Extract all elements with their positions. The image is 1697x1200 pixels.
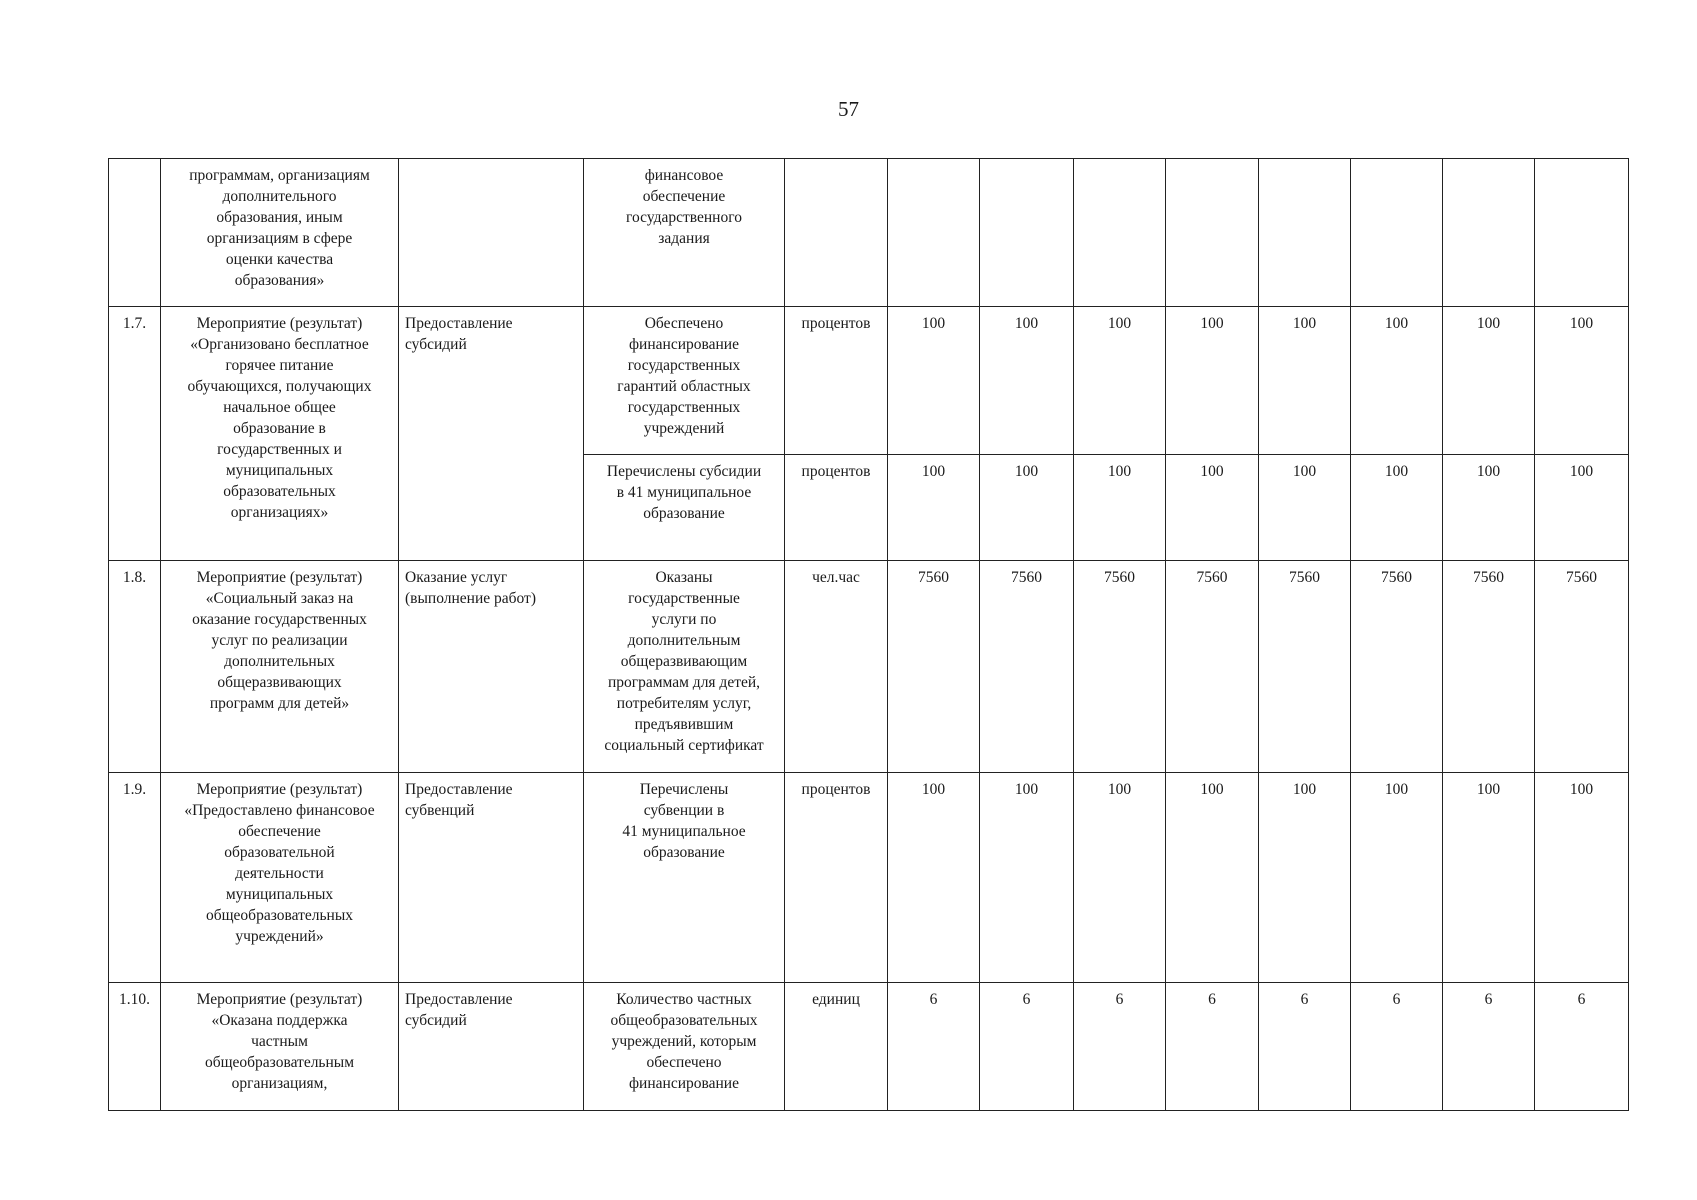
measure-name-line: образования, иным [216, 209, 343, 226]
measure-name-line: дополнительного [222, 188, 337, 205]
result-description-line: государственные [628, 590, 740, 607]
value-cell-4: 100 [1166, 773, 1259, 983]
result-description-line: финансовое [644, 167, 724, 184]
result-description-line: Оказаны [655, 569, 713, 586]
value-cell-3: 100 [1074, 455, 1166, 561]
value-cell-8: 100 [1535, 773, 1629, 983]
result-description-line: государственных [627, 399, 741, 416]
unit-of-measure: единиц [785, 983, 888, 1111]
table-row [109, 561, 1629, 773]
value-cell-8: 100 [1535, 455, 1629, 561]
value-cell-1: 100 [888, 455, 980, 561]
result-description-line: Перечислены [639, 781, 729, 798]
unit-of-measure: процентов [785, 455, 888, 561]
result-description-line: финансирование [629, 1075, 739, 1092]
value-cell-8: 7560 [1535, 561, 1629, 773]
value-cell-7: 100 [1443, 455, 1535, 561]
result-description-line: государственного [626, 209, 742, 226]
measure-name-line: «Предоставлено финансовое [184, 802, 375, 819]
value-cell-6: 7560 [1351, 561, 1443, 773]
measure-name-line: обучающихся, получающих [187, 378, 372, 395]
value-cell-5: 100 [1259, 773, 1351, 983]
result-description-line: учреждений, которым [611, 1033, 757, 1050]
value-cell-5: 100 [1259, 455, 1351, 561]
result-description [584, 307, 785, 455]
value-cell-3: 100 [1074, 307, 1166, 455]
measure-name-line: Мероприятие (результат) [196, 569, 363, 586]
measure-type-line: субсидий [405, 336, 467, 353]
measure-name-line: Мероприятие (результат) [196, 315, 363, 332]
measure-name-line: организациям в сфере [206, 230, 353, 247]
value-cell-1: 6 [888, 983, 980, 1111]
value-cell-7 [1443, 159, 1535, 307]
measure-name-line: организациях» [230, 504, 329, 521]
measure-type [399, 307, 584, 561]
result-description-line: дополнительным [627, 632, 741, 649]
result-description-line: финансирование [629, 336, 739, 353]
measure-name [161, 307, 399, 561]
result-description-line: образование [643, 844, 725, 861]
result-description-line: государственных [627, 357, 741, 374]
unit-of-measure: чел.час [785, 561, 888, 773]
measure-name [161, 773, 399, 983]
result-description-line: обеспечено [646, 1054, 722, 1071]
value-cell-7: 100 [1443, 307, 1535, 455]
measure-name-line: общеобразовательным [204, 1054, 355, 1071]
value-cell-3: 6 [1074, 983, 1166, 1111]
measure-name-line: организациям, [231, 1075, 328, 1092]
measure-type [399, 159, 584, 307]
result-description-line: программам для детей, [607, 674, 761, 691]
unit-of-measure: процентов [785, 307, 888, 455]
result-description-line: общеобразовательных [610, 1012, 758, 1029]
measure-name [161, 159, 399, 307]
measure-name-line: программ для детей» [209, 695, 350, 712]
result-description-line: учреждений [643, 420, 725, 437]
page-number: 57 [838, 97, 859, 121]
table-row [109, 773, 1629, 983]
value-cell-2: 100 [980, 307, 1074, 455]
unit-of-measure: процентов [785, 773, 888, 983]
measure-name-line: программам, организациям [189, 167, 370, 184]
result-description-line: в 41 муниципальное [616, 484, 752, 501]
measure-name-line: образовательной [224, 844, 335, 861]
value-cell-5 [1259, 159, 1351, 307]
measure-name-line: образования» [234, 272, 325, 289]
result-description-line: потребителям услуг, [616, 695, 752, 712]
value-cell-6: 100 [1351, 773, 1443, 983]
measure-name-line: «Организовано бесплатное [190, 336, 369, 353]
value-cell-1 [888, 159, 980, 307]
result-description-line: задания [658, 230, 710, 247]
value-cell-2: 6 [980, 983, 1074, 1111]
unit-of-measure [785, 159, 888, 307]
value-cell-1: 7560 [888, 561, 980, 773]
result-description-line: субвенции в [643, 802, 725, 819]
value-cell-4 [1166, 159, 1259, 307]
measure-name-line: оказание государственных [192, 611, 367, 628]
value-cell-5: 100 [1259, 307, 1351, 455]
result-description-line: Обеспечено [644, 315, 724, 332]
measure-name-line: услуг по реализации [211, 632, 348, 649]
row-number: 1.10. [109, 983, 161, 1111]
result-description [584, 983, 785, 1111]
result-description-line: 41 муниципальное [622, 823, 746, 840]
measure-name-line: государственных и [217, 441, 342, 458]
value-cell-3 [1074, 159, 1166, 307]
measure-type-line: субсидий [405, 1012, 467, 1029]
value-cell-1: 100 [888, 773, 980, 983]
value-cell-6: 100 [1351, 307, 1443, 455]
value-cell-4: 7560 [1166, 561, 1259, 773]
value-cell-1: 100 [888, 307, 980, 455]
measure-type-line: (выполнение работ) [405, 590, 536, 607]
measure-name-line: оценки качества [225, 251, 334, 268]
result-description-line: гарантий областных [617, 378, 751, 395]
result-description-line: предъявившим [634, 716, 734, 733]
value-cell-8: 6 [1535, 983, 1629, 1111]
measure-name [161, 983, 399, 1111]
row-number: 1.7. [109, 307, 161, 561]
value-cell-3: 100 [1074, 773, 1166, 983]
value-cell-6 [1351, 159, 1443, 307]
value-cell-2: 7560 [980, 561, 1074, 773]
measure-name-line: обеспечение [238, 823, 321, 840]
measure-type-line: Предоставление [405, 315, 513, 332]
measure-name-line: дополнительных [224, 653, 335, 670]
result-description [584, 561, 785, 773]
measure-name-line: начальное общее [223, 399, 336, 416]
row-number: 1.8. [109, 561, 161, 773]
table-row [109, 307, 1629, 455]
measure-type [399, 561, 584, 773]
measure-type [399, 773, 584, 983]
result-description [584, 455, 785, 561]
row-number: 1.9. [109, 773, 161, 983]
value-cell-8 [1535, 159, 1629, 307]
value-cell-6: 100 [1351, 455, 1443, 561]
measure-name-line: Мероприятие (результат) [196, 991, 363, 1008]
measure-name [161, 561, 399, 773]
measure-type-line: Оказание услуг [405, 569, 508, 586]
measure-name-line: «Социальный заказ на [205, 590, 354, 607]
result-description-line: социальный сертификат [604, 737, 764, 754]
measure-name-line: образование в [233, 420, 326, 437]
value-cell-7: 6 [1443, 983, 1535, 1111]
measure-type-line: Предоставление [405, 781, 513, 798]
value-cell-7: 7560 [1443, 561, 1535, 773]
value-cell-2: 100 [980, 773, 1074, 983]
measure-name-line: частным [251, 1033, 308, 1050]
value-cell-4: 100 [1166, 307, 1259, 455]
value-cell-4: 6 [1166, 983, 1259, 1111]
result-description-line: услуги по [651, 611, 717, 628]
value-cell-2 [980, 159, 1074, 307]
value-cell-2: 100 [980, 455, 1074, 561]
value-cell-5: 6 [1259, 983, 1351, 1111]
result-description-line: Перечислены субсидии [606, 463, 762, 480]
result-description-line: Количество частных [616, 991, 752, 1008]
result-description-line: обеспечение [642, 188, 726, 205]
measure-name-line: общеразвивающих [217, 674, 342, 691]
value-cell-8: 100 [1535, 307, 1629, 455]
table-row [109, 159, 1629, 307]
measure-name-line: «Оказана поддержка [211, 1012, 348, 1029]
measure-name-line: образовательных [223, 483, 336, 500]
result-description-line: образование [643, 505, 725, 522]
measure-name-line: учреждений» [235, 928, 324, 945]
value-cell-5: 7560 [1259, 561, 1351, 773]
table-row [109, 983, 1629, 1111]
measure-name-line: общеобразовательных [205, 907, 353, 924]
measure-name-line: Мероприятие (результат) [196, 781, 363, 798]
result-description [584, 159, 785, 307]
value-cell-7: 100 [1443, 773, 1535, 983]
value-cell-4: 100 [1166, 455, 1259, 561]
measure-name-line: муниципальных [225, 886, 334, 903]
row-number [109, 159, 161, 307]
measure-name-line: муниципальных [225, 462, 334, 479]
measure-type-line: Предоставление [405, 991, 513, 1008]
measure-name-line: деятельности [235, 865, 324, 882]
result-description [584, 773, 785, 983]
measure-type [399, 983, 584, 1111]
value-cell-6: 6 [1351, 983, 1443, 1111]
measure-type-line: субвенций [405, 802, 475, 819]
result-description-line: общеразвивающим [620, 653, 748, 670]
program-table [108, 158, 1629, 1111]
value-cell-3: 7560 [1074, 561, 1166, 773]
measure-name-line: горячее питание [225, 357, 334, 374]
